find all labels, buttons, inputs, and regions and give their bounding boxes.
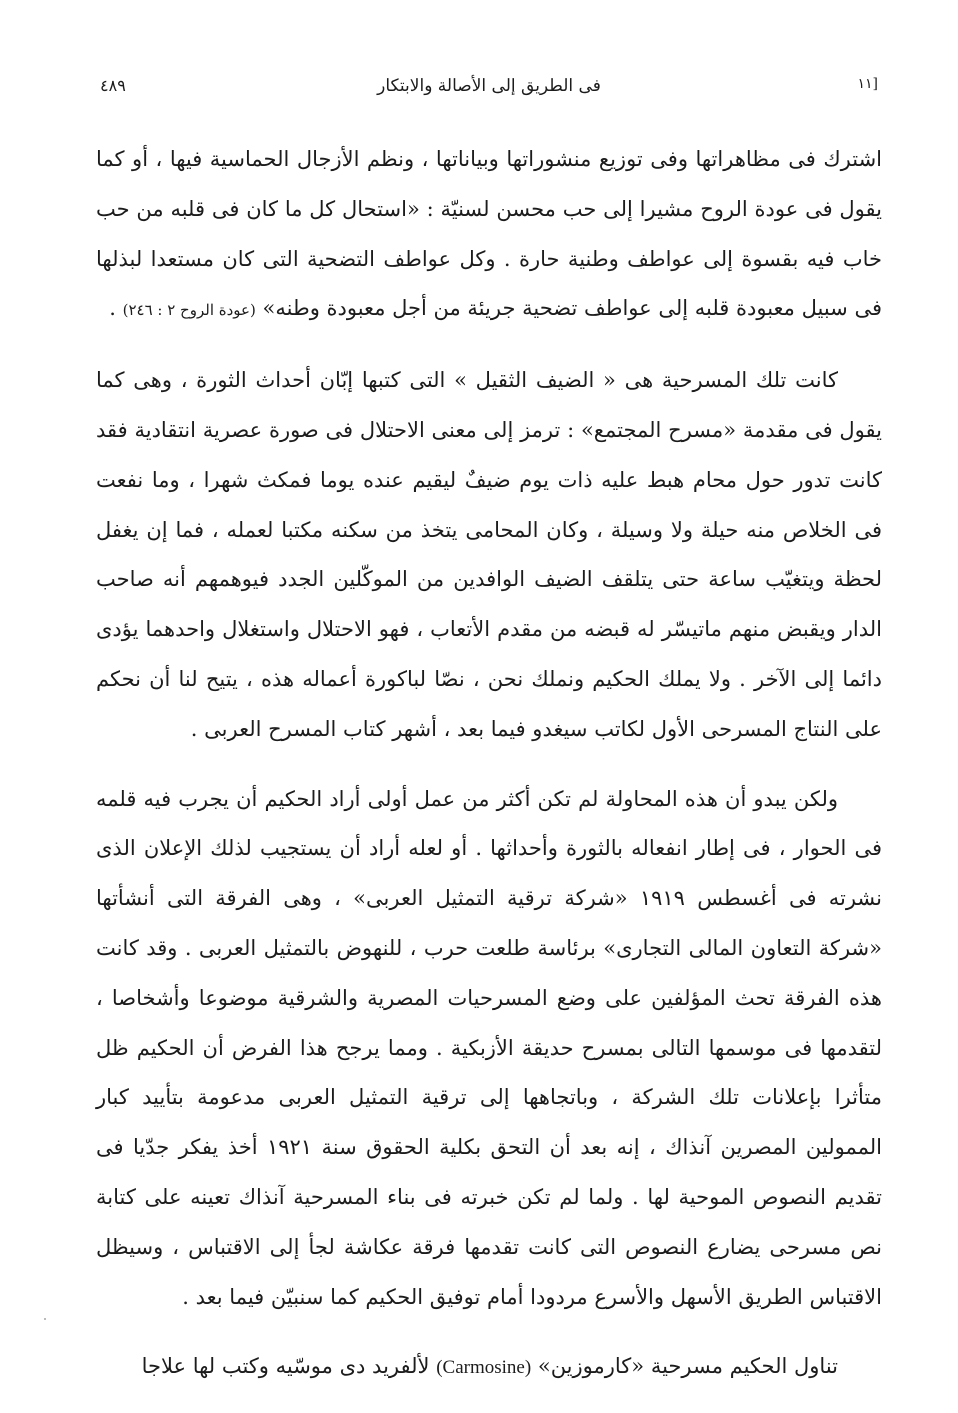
page-number: ٤٨٩ — [100, 76, 126, 95]
paragraph-1-text: اشترك فى مظاهراتها وفى توزيع منشوراتها وبياناتها ، ونظم الأزجال الحماسية فيها ، أو كما يقول فى عودة الروح مشيرا إلى حب محسن لسنيّة : «استحال كل ما كان فى قلبه من حب خاب فيه بقسوة إلى عواطف وطنية حارة . وكل عواطف التضحية التى كان مستعدا لبذلها فى سبيل معبودة قلبه إلى عواطف تضحية جريئة من أجل معبودة وطنه» — [96, 147, 882, 321]
paragraph-3: ولكن يبدو أن هذه المحاولة لم تكن أكثر من عمل أولى أراد الحكيم أن يجرب فيه قلمه فى الحوار ، فى إطار انفعاله بالثورة وأحداثها . أو لعله أراد أن يستجيب لذلك الإعلان الذى نشرته فى أغسطس ١٩١٩ «شركة ترقية التمثيل العربى» ، وهى الفرقة التى أنشأتها «شركة التعاون المالى التجارى» برئاسة طلعت حرب ، للنهوض بالتمثيل العربى . وقد كانت هذه الفرقة تحث المؤلفين على وضع المسرحيات المصرية والشرقية موضوعا وأشخاصا ، لتقدمها فى موسمها التالى بمسرح حديقة الأزبكية . ومما يرجح هذا الفرض أن الحكيم ظل متأثرا بإعلانات تلك الشركة ، وباتجاهها إلى ترقية التمثيل العربى مدعومة بتأييد كبار الممولين المصرين آنذاك ، إنه بعد أن التحق بكلية الحقوق سنة ١٩٢١ أخذ يفكر جدّيا فى تقديم النصوص الموحية لها . ولما لم تكن خبرته فى بناء المسرحية آنذاك تعينه على كتابة نص مسرحى يضارع النصوص التى كانت تقدمها فرقة عكاشة لجأ إلى الاقتباس ، وسيظل الاقتباس الطريق الأسهل والأسرع مردودا أمام توفيق الحكيم كما سنبيّن فيما بعد . — [96, 786, 882, 1309]
scan-speck — [44, 1318, 46, 1320]
paragraph-4-text-before: تناول الحكيم مسرحية «كارموزين» — [531, 1354, 838, 1379]
body-text — [96, 135, 882, 1413]
paragraph-1-tail: . — [109, 296, 123, 321]
paragraph-4 — [96, 1342, 882, 1393]
paragraph-1 — [96, 135, 882, 336]
paragraph-4-text-after: لألفريد دى موسّيه وكتب لها علاجا — [141, 1354, 437, 1379]
paragraph-2: كانت تلك المسرحية هى « الضيف الثقيل » التى كتبها إبّان أحداث الثورة ، وهى كما يقول فى مقدمة «مسرح المجتمع» : ترمز إلى معنى الاحتلال فى صورة عصرية انتقادية فقد كانت تدور حول محام هبط عليه ذات يوم ضيفٌ ليقيم عنده يوما فمكث شهرا ، وما نفعت فى الخلاص منه حيلة ولا وسيلة ، وكان المحامى يتخذ من سكنه مكتبا لعمله ، فما إن يغفل لحظة ويتغيّب ساعة حتى يتلقف الضيف الوافدين من الموكّلين الجدد فيوهمهم أنه صاحب الدار ويقبض منهم ماتيسّر له قبضه من مقدم الأتعاب ، فهو الاحتلال واستغلال واحدهما يؤدى دائما إلى الآخر . ولا يملك الحكيم ونملك نحن ، نصّا لباكورة أعماله هذه ، يتيح لنا أن نحكم على النتاج المسرحى الأول لكاتب سيغدو فيما بعد ، أشهر كتاب المسرح العربى . — [96, 368, 882, 741]
running-title: فى الطريق إلى الأصالة والابتكار — [377, 76, 601, 96]
citation: (عودة الروح ٢ : ٢٤٦) — [122, 301, 256, 320]
latin-title: (Carmosine) — [436, 1357, 532, 1379]
chapter-mark: [١١ — [857, 76, 878, 92]
running-header — [100, 76, 878, 104]
